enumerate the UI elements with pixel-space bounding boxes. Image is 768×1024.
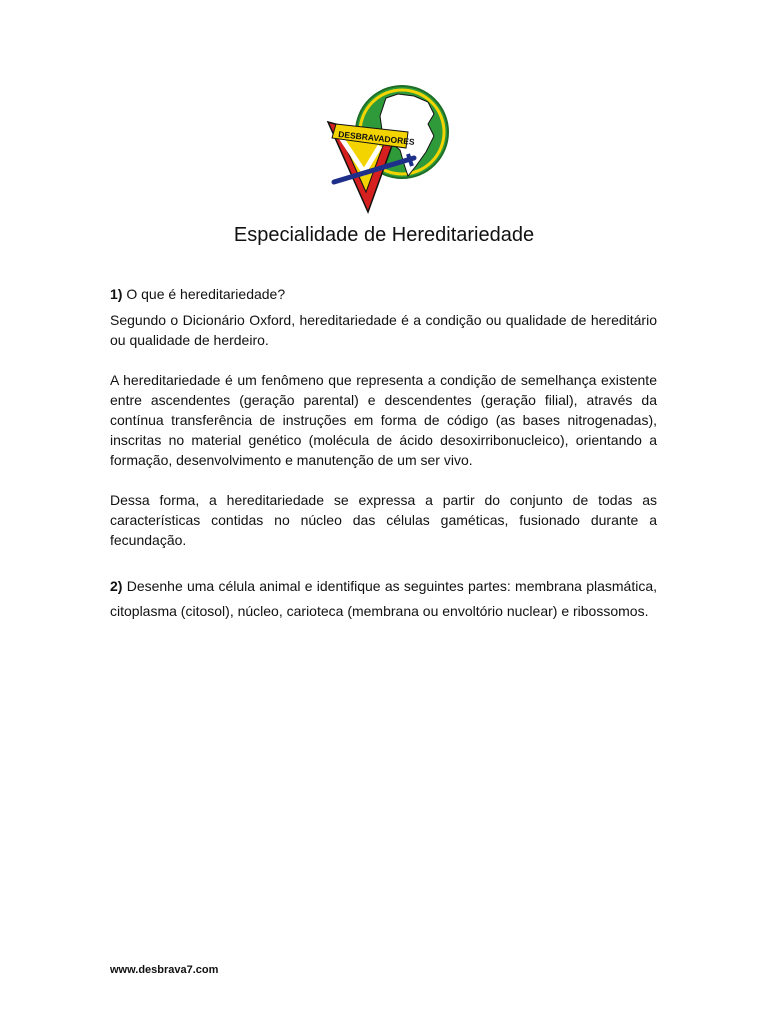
page-title: Especialidade de Hereditariedade xyxy=(233,224,535,246)
answer-paragraph-2: A hereditariedade é um fenômeno que representa a condição de semelhança existente entre ascendentes (geração parental) e descendentes (geração filial), através da contínua transferência de instruções em forma de código (as bases nitrogenadas), inscritas no material genético (molécula de ácido desoxirribonucleico), orientando a formação, desenvolvimento e manutenção de um ser vivo. xyxy=(110,372,657,468)
question-2-number: 2) xyxy=(110,578,123,594)
logo-banner-text: DESBRAVADORES xyxy=(337,129,416,148)
desbravadores-logo xyxy=(316,80,456,220)
document-body xyxy=(110,284,657,624)
answer-paragraph-3: Dessa forma, a hereditariedade se expressa a partir do conjunto de todas as características contidas no núcleo das células gaméticas, fusionado durante a fecundação. xyxy=(110,492,657,548)
answer-paragraph-1: Segundo o Dicionário Oxford, hereditariedade é a condição ou qualidade de hereditário ou qualidade de herdeiro. xyxy=(110,312,657,348)
desbravadores-emblem-icon xyxy=(316,80,456,220)
question-2 xyxy=(110,574,657,624)
question-1 xyxy=(110,284,657,304)
question-1-number: 1) xyxy=(110,286,123,302)
question-1-text: O que é hereditariedade? xyxy=(126,286,286,302)
footer-website: www.desbrava7.com xyxy=(110,964,219,976)
question-2-text: Desenhe uma célula animal e identifique as seguintes partes: membrana plasmática, citoplasma (citosol), núcleo, carioteca (membrana ou envoltório nuclear) e ribossomos. xyxy=(110,578,658,619)
